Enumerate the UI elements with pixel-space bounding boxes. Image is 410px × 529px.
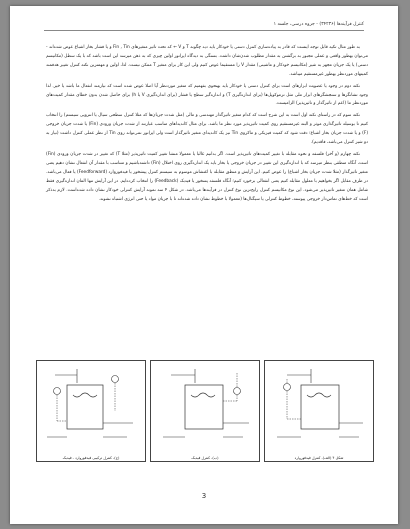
page-header — [44, 20, 364, 31]
figure-feedforward-control — [264, 360, 374, 462]
body-text — [46, 44, 368, 207]
figure-caption-feedforward: شکل ۴ (الف)- کنترل فیدفوروارد — [294, 456, 344, 460]
page-number: 3 — [201, 492, 207, 500]
figure-feedback-control — [150, 360, 260, 462]
paragraph-4: نکته چهارم (و آخر) فلسفه و نحوه مقابله با تغییر کمیت‌های تاثیرپذیر است. اگر بدانیم غالبا یا معمولا منشا تغییر کمیت تاثیرپذیر (مثلا T) که تغییر در شدت جریان ورودی (Fin) است، آنگاه منطقی بنظر میرسد که با اندازه‌گیری این تغییر در جریان خروجی یا بخار باید یک اندازه‌گیری روی اختلال (Fin) داشته‌باشیم و متناسب با مقدار آن انفعال نشان دهیم یعنی متغیر تاثیرگذار (مثلا شدت جریان بخار اشباع) را عوض کنیم. این آرایش و منطق مقابله با اغتشاش موسوم به سیستم کنترل پیشخور یا فیدفوروارد (Feedforward) یا فعال می‌باشد. در طرف مقابل اگر بخواهیم با معلول مقابله کنیم یعنی انفعالی برخورد کنیم؛ آنگاه فلسفه پسخور یا فیدبک (Feedback) را انتخاب کرده‌ایم. در این آرایش تنها المان اندازه‌گیری فقط شامل همان متغیر تاثیرپذیر می‌شود. این نوع مکانیسم کنترل رایج‌ترین نوع کنترل در فرآیندها می‌باشد. در شکل ۴ سه نمونه آرایش کنترلی خودکار نشان داده شده‌است. لازم به‌ذکر است که خط‌های تماس‌دار خروجی پیوسته، خطوط کنترلی یا سیگنال‌ها (معمولا با خطوط نشان داده شده‌اند تا با جریان مواد یا حتی انرژی اشتباه نشوند. — [46, 151, 368, 202]
header-title: کنترل فرآیندها (۳۴۲۳۶) - جزوه درسی، جلسه ۱ — [273, 22, 364, 27]
feedforward-control-diagram — [265, 361, 373, 461]
feedback-control-diagram — [151, 361, 259, 461]
figure-combined-control — [36, 360, 146, 462]
combined-control-diagram — [37, 361, 145, 461]
document-page — [10, 6, 398, 524]
paragraph-1: به طور مثال تکیه قابل توجه اینست که قادر به پیاده‌سازی کنترل دستی یا خودکار باید دید چگونه T و V ← که تحت تاثیر متغیرهای Fin , Tin و یا فشار بخار اشباع عوض شده‌اند - می‌توان بهطور واقعی و عملی مجبور به برگشتن به مقدار مطلوب شدن‌شان داشت. بستگی به دیدگاه اپراتور اولین چیزی که به ذهن میرسد این است باشد که با یک سطل (مکانیسم دستی) یا یک جریان مجهز به شیر (مکانیسم خودکار و ماشینی) مقدار V را مستقیما عوض کنیم ولی این کار برای متغیر T ممکن نیست. لذا، اولین و مهمترین نکته کنترل تغییر هدفمند کمیتهای موردنظر بهطور غیرمستقیم میباشد. — [46, 45, 368, 77]
figure-row — [36, 360, 373, 472]
paragraph-2: نکته دوم در وجود یا عضویت ابزارهای است برای کنترل دستی یا خودکار باید بهنحوی بفهمیم که متغیر موردنظر آیا اصلا عوض شده است که نیازمند انفعال ما باشد یا خیر. لذا وجود تشانگرها و سنجشگرهای ابزار ملی مثل ترموکوپل‌ها (برای اندازه‌گیری T) و اندازه‌گیر سطح یا فشار (برای اندازه‌گیری V یا h) برای حاصل شدن بدون خطای مقدار کمیت‌های موردنظر ما (اعم از تاثیرگذار و تاثیرپذیر) الزامیست. — [46, 83, 368, 107]
paragraph-3: نکته سوم که در راستای نکته اول است به این شرح است که کدام متغیر تاثیرگذار مهندسی و مالی (مثل شدت جریان‌ها که مثلا کنترل سطحی سیال یا انتروپی سیستم) را انتخاب کنیم تا بوسیله تاثیرگذاری موثر و البته غیرمستقیم روی کمیت تاثیرپذیر مورد نظر ما باشد. برای مثال کاندیداهای مناسب عبارتند از شدت جریان ورودی (Fin) یا شدت جریان خروجی (F) و یا شدت جریان بخار اشباع؛ دقت شود که کمیت فیزیکی و ماکروی Tin نیز یک کاندیدای متغیر تاثیرگذار است ولی اپراتور نمی‌تواند روی Tin از نظر عملی کنترل داشت (نیاز به دو شیر کنترل می‌باشد، فاقدیم). — [46, 113, 369, 146]
figure-caption-feedback: (ب)- کنترل فیدبک — [191, 456, 219, 460]
figure-caption-combined: (ج)- کنترل ترکیبی فیدفوروارد - فیدبک — [62, 456, 120, 460]
